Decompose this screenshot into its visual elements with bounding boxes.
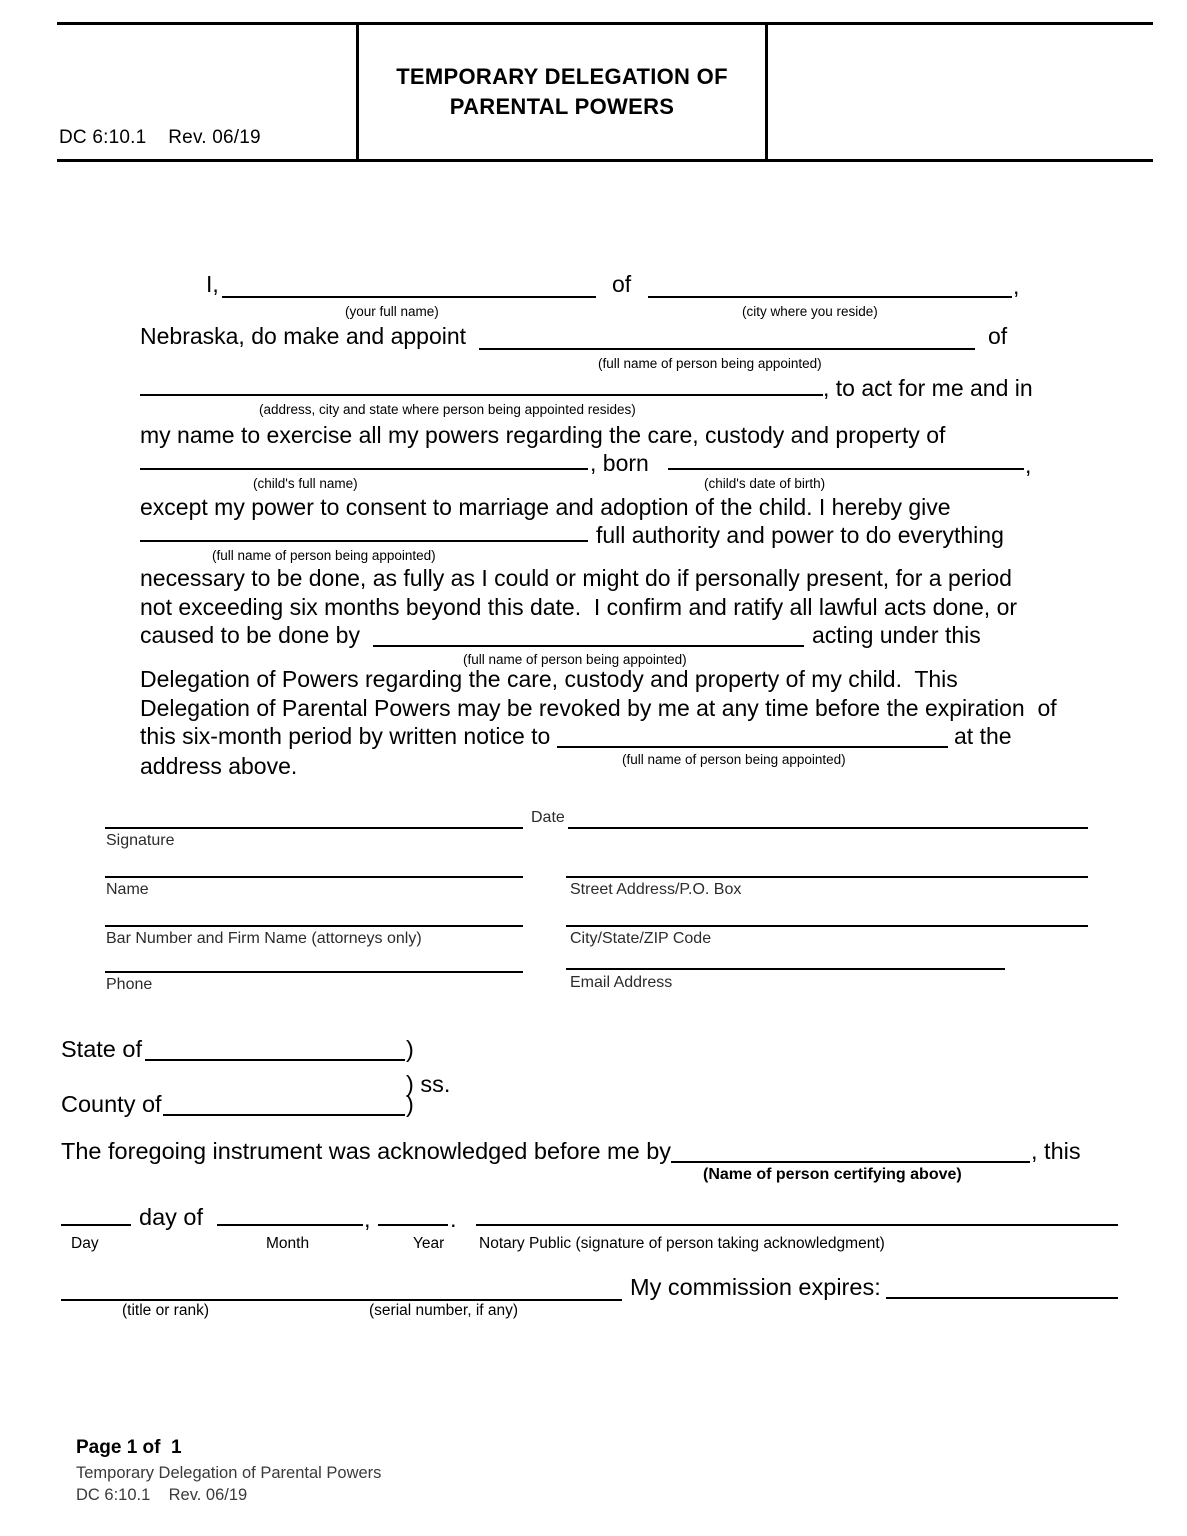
body-text-to-act: , to act for me and in — [823, 375, 1033, 401]
blank-year[interactable] — [378, 1224, 448, 1226]
blank-appointee-name-4[interactable] — [557, 746, 948, 748]
blank-commission-expires[interactable] — [886, 1297, 1118, 1299]
blank-child-name[interactable] — [140, 468, 588, 470]
form-code-text: DC 6:10.1 Rev. 06/19 — [59, 127, 261, 148]
label-street-address: Street Address/P.O. Box — [570, 881, 742, 898]
blank-date[interactable] — [568, 827, 1088, 829]
blank-your-full-name[interactable] — [222, 296, 596, 298]
body-text-at-the: at the — [954, 723, 1012, 749]
blank-name[interactable] — [105, 876, 523, 878]
blank-appointee-name-2[interactable] — [140, 540, 588, 542]
body-text-may-be-revoked: Delegation of Parental Powers may be revoked by me at any time before the expiration of — [140, 695, 1057, 721]
body-text-acting-under: acting under this — [812, 622, 981, 648]
blank-county[interactable] — [163, 1114, 405, 1116]
blank-city-reside[interactable] — [648, 296, 1012, 298]
label-state-of: State of — [61, 1036, 142, 1062]
blank-person-certifying[interactable] — [671, 1161, 1030, 1163]
header-cell-title — [359, 25, 765, 159]
form-title-line-2: PARENTAL POWERS — [449, 94, 675, 119]
text-this: , this — [1031, 1138, 1081, 1164]
body-text-caused-done-by: caused to be done by — [140, 622, 360, 648]
text-commission-expires: My commission expires: — [630, 1274, 881, 1300]
blank-state[interactable] — [145, 1059, 405, 1061]
blank-street-address[interactable] — [566, 876, 1088, 878]
hint-city-reside: (city where you reside) — [742, 304, 878, 319]
hint-title-rank: (title or rank) — [122, 1302, 209, 1319]
body-text-my-name-exercise: my name to exercise all my powers regarding the care, custody and property of — [140, 422, 946, 448]
footer-page-number: Page 1 of 1 — [76, 1437, 182, 1458]
hint-serial-number: (serial number, if any) — [369, 1302, 519, 1319]
footer-form-code: DC 6:10.1 Rev. 06/19 — [76, 1486, 248, 1504]
hint-person-certifying: (Name of person certifying above) — [703, 1166, 962, 1183]
body-text-i: I, — [206, 271, 219, 297]
paren-county: ) — [406, 1091, 414, 1117]
blank-notary-signature[interactable] — [476, 1224, 1118, 1226]
label-signature: Signature — [106, 832, 175, 849]
hint-child-name: (child's full name) — [253, 476, 358, 491]
body-comma-2: , — [1025, 452, 1032, 478]
label-county-of: County of — [61, 1091, 162, 1117]
blank-city-state-zip[interactable] — [566, 925, 1088, 927]
hint-child-dob: (child's date of birth) — [704, 476, 826, 491]
hint-your-full-name: (your full name) — [345, 304, 439, 319]
text-foregoing-instrument: The foregoing instrument was acknowledged before me by — [61, 1138, 672, 1164]
blank-month[interactable] — [217, 1224, 363, 1226]
body-text-delegation-powers: Delegation of Powers regarding the care, custody and property of my child. This — [140, 666, 958, 692]
blank-title-rank-serial[interactable] — [61, 1299, 622, 1301]
label-year: Year — [413, 1235, 445, 1252]
period-after-year: . — [450, 1206, 457, 1232]
blank-signature[interactable] — [105, 827, 523, 829]
hint-appointee-name-3: (full name of person being appointed) — [463, 652, 687, 667]
blank-email-address[interactable] — [566, 968, 1005, 970]
body-text-written-notice: this six-month period by written notice to — [140, 723, 551, 749]
label-city-state-zip: City/State/ZIP Code — [570, 930, 712, 947]
blank-bar-number[interactable] — [105, 925, 523, 927]
header-cell-form-code — [57, 25, 356, 159]
label-name: Name — [106, 881, 149, 898]
page-title — [396, 62, 728, 121]
label-email-address: Email Address — [570, 974, 673, 991]
body-text-necessary-done: necessary to be done, as fully as I could or might do if personally present, for a period — [140, 565, 1012, 591]
comma-after-month: , — [364, 1206, 371, 1232]
body-text-of-1: of — [612, 271, 632, 297]
hint-appointee-name-2: (full name of person being appointed) — [212, 548, 436, 563]
form-title-line-1: TEMPORARY DELEGATION OF — [396, 64, 728, 90]
body-text-address-above: address above. — [140, 753, 298, 779]
blank-appointee-address[interactable] — [140, 394, 823, 396]
label-bar-number: Bar Number and Firm Name (attorneys only) — [106, 930, 422, 947]
blank-day[interactable] — [61, 1224, 131, 1226]
text-day-of: day of — [139, 1204, 204, 1230]
body-comma-1: , — [1013, 273, 1020, 299]
body-text-born: , born — [590, 450, 649, 476]
body-text-except-power: except my power to consent to marriage and adoption of the child. I hereby give — [140, 494, 951, 520]
ss-marker: ) ss. — [406, 1071, 451, 1097]
label-date: Date — [531, 809, 565, 826]
label-day: Day — [71, 1235, 99, 1252]
label-phone: Phone — [106, 976, 153, 993]
blank-appointee-name-3[interactable] — [373, 645, 804, 647]
label-notary-public: Notary Public (signature of person taking acknowledgment) — [479, 1235, 885, 1252]
footer-form-name: Temporary Delegation of Parental Powers — [76, 1464, 382, 1482]
paren-state: ) — [406, 1036, 414, 1062]
blank-phone[interactable] — [105, 971, 523, 973]
form-header-table — [57, 22, 1153, 162]
body-text-nebraska-appoint: Nebraska, do make and appoint — [140, 323, 467, 349]
blank-appointee-name-1[interactable] — [479, 348, 975, 350]
hint-appointee-address: (address, city and state where person being appointed resides) — [259, 402, 636, 417]
blank-child-dob[interactable] — [668, 468, 1024, 470]
body-text-of-2: of — [988, 323, 1008, 349]
header-cell-case-number — [768, 25, 1153, 159]
body-text-full-authority: full authority and power to do everything — [596, 522, 1004, 548]
hint-appointee-name-1: (full name of person being appointed) — [598, 356, 822, 371]
label-month: Month — [266, 1235, 310, 1252]
body-text-not-exceeding: not exceeding six months beyond this date. I confirm and ratify all lawful acts done, or — [140, 594, 1018, 620]
hint-appointee-name-4: (full name of person being appointed) — [622, 752, 846, 767]
